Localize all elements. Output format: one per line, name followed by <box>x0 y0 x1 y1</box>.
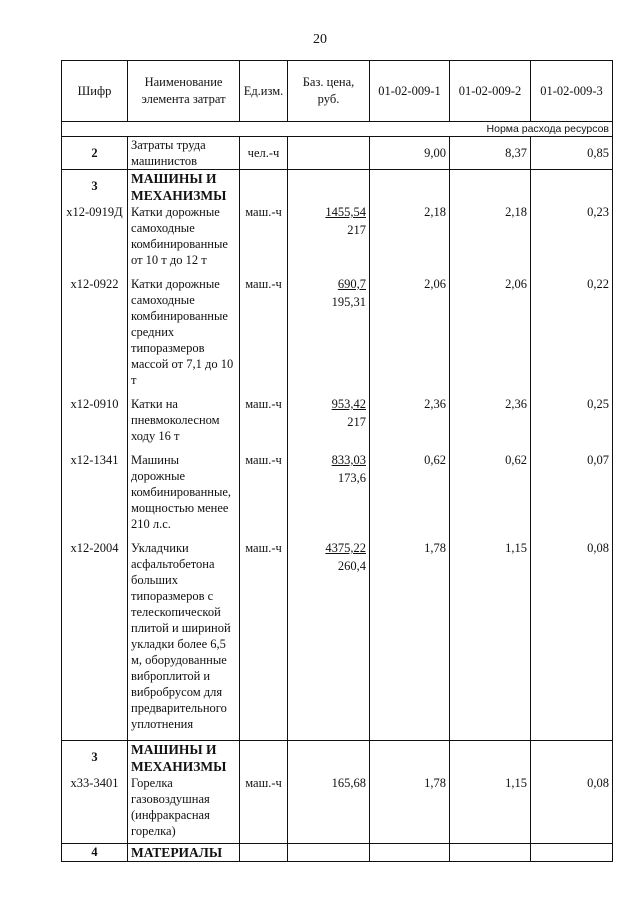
machine-unit-4: маш.-ч <box>240 540 288 741</box>
machine2-unit: маш.-ч <box>240 775 288 844</box>
machine-name-0: Катки дорожные самоходные комбинированные от 10 т до 12 т <box>128 204 240 276</box>
machine-price-3 <box>288 452 370 540</box>
machine-price-1 <box>288 276 370 396</box>
machine-v1-1: 2,06 <box>370 276 450 396</box>
machine2-row <box>62 775 613 844</box>
machine-price-2 <box>288 396 370 452</box>
machine-price-top-4: 4375,22 <box>325 541 366 555</box>
machine-price-bottom-2: 217 <box>347 415 366 429</box>
machine-v3-1: 0,22 <box>531 276 613 396</box>
machine-row-4 <box>62 540 613 741</box>
machine-price-bottom-4: 260,4 <box>337 559 366 573</box>
norm-label: Норма расхода ресурсов <box>62 122 613 137</box>
labor-name: Затраты труда машинистов <box>128 137 240 170</box>
machine-row-3 <box>62 452 613 540</box>
page-number: 20 <box>313 32 327 47</box>
machines1-section-row <box>62 170 613 205</box>
machines2-section-row <box>62 741 613 776</box>
machine-v2-0: 2,18 <box>450 204 531 276</box>
machine2-code: х33-3401 <box>62 775 128 844</box>
header-row <box>62 61 613 122</box>
header-unit: Ед.изм. <box>240 61 288 122</box>
machines1-title: МАШИНЫ И МЕХАНИЗМЫ <box>128 170 240 205</box>
labor-v1: 9,00 <box>370 137 450 170</box>
header-code: Шифр <box>62 61 128 122</box>
machine-code-1: х12-0922 <box>62 276 128 396</box>
machine-v2-3: 0,62 <box>450 452 531 540</box>
resource-table <box>61 60 613 862</box>
machines1-num: 3 <box>62 170 128 205</box>
header-price: Баз. цена, руб. <box>288 61 370 122</box>
machine2-name: Горелка газовоздушная (инфракрасная горелка) <box>128 775 240 844</box>
machine-price-bottom-0: 217 <box>347 223 366 237</box>
machine-code-2: х12-0910 <box>62 396 128 452</box>
machine-v2-1: 2,06 <box>450 276 531 396</box>
machine-v3-0: 0,23 <box>531 204 613 276</box>
materials-title: МАТЕРИАЛЫ <box>128 844 240 862</box>
machine-price-top-2: 953,42 <box>331 397 366 411</box>
machines2-num: 3 <box>62 741 128 776</box>
machine-v1-4: 1,78 <box>370 540 450 741</box>
machines2-title: МАШИНЫ И МЕХАНИЗМЫ <box>128 741 240 776</box>
header-col2: 01-02-009-2 <box>450 61 531 122</box>
norm-row <box>62 122 613 137</box>
labor-v2: 8,37 <box>450 137 531 170</box>
machine-unit-2: маш.-ч <box>240 396 288 452</box>
header-col3: 01-02-009-3 <box>531 61 613 122</box>
labor-code: 2 <box>62 137 128 170</box>
machine-row-0 <box>62 204 613 276</box>
machine-v2-4: 1,15 <box>450 540 531 741</box>
machine-unit-1: маш.-ч <box>240 276 288 396</box>
labor-unit: чел.-ч <box>240 137 288 170</box>
machine-v1-0: 2,18 <box>370 204 450 276</box>
machine2-v1: 1,78 <box>370 775 450 844</box>
machine-unit-0: маш.-ч <box>240 204 288 276</box>
machine-v1-3: 0,62 <box>370 452 450 540</box>
machine-price-0 <box>288 204 370 276</box>
machine-price-bottom-1: 195,31 <box>331 295 366 309</box>
materials-row <box>62 844 613 862</box>
machine-v1-2: 2,36 <box>370 396 450 452</box>
machine-code-3: х12-1341 <box>62 452 128 540</box>
machine-v2-2: 2,36 <box>450 396 531 452</box>
machine-price-top-3: 833,03 <box>331 453 366 467</box>
labor-row <box>62 137 613 170</box>
machine-v3-3: 0,07 <box>531 452 613 540</box>
labor-price <box>288 137 370 170</box>
machine-row-2 <box>62 396 613 452</box>
machine2-v2: 1,15 <box>450 775 531 844</box>
machine-row-1 <box>62 276 613 396</box>
machine-v3-2: 0,25 <box>531 396 613 452</box>
machine-price-top-1: 690,7 <box>337 277 366 291</box>
materials-num: 4 <box>62 844 128 862</box>
machine-name-4: Укладчики асфальтобетона больших типоразмеров с телескопической плитой и шириной укладки более 6,5 м, оборудованные виброплитой и вибробрусом для предварительного уплотнения <box>128 540 240 741</box>
machine-price-bottom-3: 173,6 <box>337 471 366 485</box>
machine2-v3: 0,08 <box>531 775 613 844</box>
machine2-price: 165,68 <box>288 775 370 844</box>
labor-v3: 0,85 <box>531 137 613 170</box>
machine-price-4 <box>288 540 370 741</box>
header-col1: 01-02-009-1 <box>370 61 450 122</box>
machine-unit-3: маш.-ч <box>240 452 288 540</box>
machine-name-3: Машины дорожные комбинированные, мощностью менее 210 л.с. <box>128 452 240 540</box>
machine-code-4: х12-2004 <box>62 540 128 741</box>
machine-v3-4: 0,08 <box>531 540 613 741</box>
machine-name-2: Катки на пневмоколесном ходу 16 т <box>128 396 240 452</box>
machine-code-0: х12-0919Д <box>62 204 128 276</box>
machine-price-top-0: 1455,54 <box>325 205 366 219</box>
machine-name-1: Катки дорожные самоходные комбинированные средних типоразмеров массой от 7,1 до 10 т <box>128 276 240 396</box>
header-name: Наименование элемента затрат <box>128 61 240 122</box>
